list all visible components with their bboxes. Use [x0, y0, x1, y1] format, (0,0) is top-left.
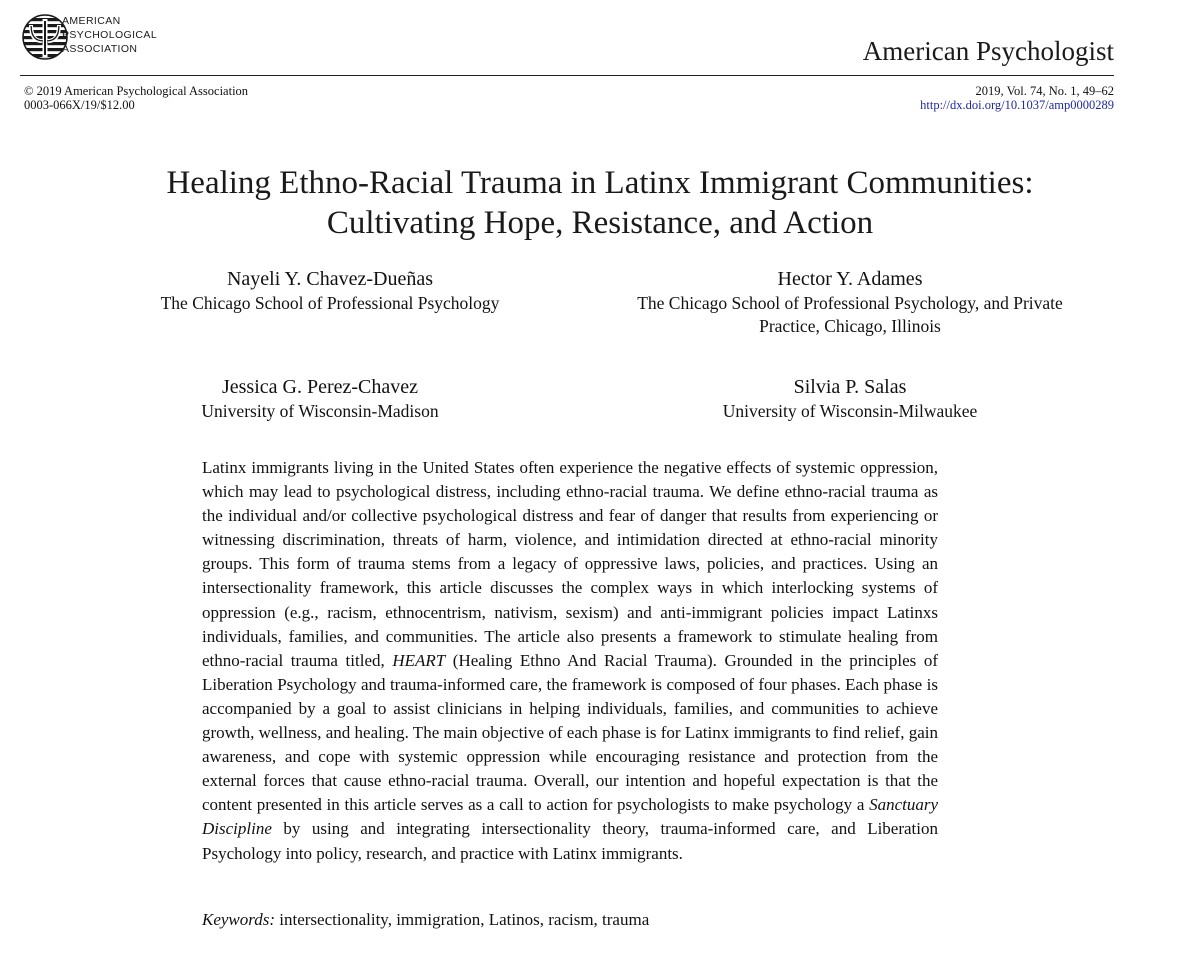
author-name: Hector Y. Adames: [777, 268, 923, 290]
abstract-sanctuary-term: Sanctuary Discipline: [202, 795, 938, 839]
article-title: [0, 163, 1200, 243]
abstract-text-3: by using and integrating intersectionality theory, trauma-informed care, and Liberation Psychology into policy, research, and practice with Latinx immigrants.: [202, 819, 938, 863]
author-affiliation: Practice, Chicago, Illinois: [759, 316, 941, 336]
issn-price: 0003-066X/19/$12.00: [24, 98, 135, 112]
abstract-text-2: (Healing Ethno And Racial Trauma). Grounded in the principles of Liberation Psychology and trauma-informed care, the framework is composed of four phases. Each phase is accompanied by a goal to assist clinicians in helping individuals, families, and communities to achieve growth, wellness, and healing. The main objective of each phase is for Latinx immigrants to find relief, gain awareness, and cope with systemic oppression while encouraging resistance and protection from the external forces that cause ethno-racial trauma. Overall, our intention and hopeful expectation is that the content presented in this article serves as a call to action for psychologists to make psychology a: [202, 650, 938, 815]
author-block-3: [60, 374, 580, 423]
apa-wordmark-line-1: AMERICAN: [62, 15, 121, 27]
copyright-line: © 2019 American Psychological Association: [24, 84, 249, 98]
header-rule: [20, 75, 1114, 76]
abstract: [202, 456, 938, 866]
title-line-2: Cultivating Hope, Resistance, and Action: [326, 205, 874, 241]
abstract-heart-term: HEART: [392, 650, 446, 670]
citation-block: [920, 84, 1114, 112]
abstract-text-1: Latinx immigrants living in the United States often experience the negative effects of systemic oppression, which may lead to psychological distress, including ethno-racial trauma. We define ethno-racial trauma as the individual and/or collective psychological distress and fear of danger that results from experiencing or witnessing discrimination, threats of harm, violence, and intimidation directed at ethno-racial minority groups. This form of trauma stems from a legacy of oppressive laws, policies, and practices. Using an intersectionality framework, this article discusses the complex ways in which interlocking systems of oppression (e.g., racism, ethnocentrism, nativism, sexism) and anti-immigrant policies impact Latinxs individuals, families, and communities. The article also presents a framework to stimulate healing from ethno-racial trauma titled,: [202, 458, 938, 670]
doi-link[interactable]: http://dx.doi.org/10.1037/amp0000289: [920, 98, 1114, 112]
citation-line: 2019, Vol. 74, No. 1, 49–62: [975, 84, 1114, 98]
apa-wordmark: [62, 14, 157, 56]
author-affiliation: The Chicago School of Professional Psychology, and Private: [637, 293, 1063, 313]
apa-wordmark-line-2: PSYCHOLOGICAL: [62, 29, 158, 41]
author-affiliation: University of Wisconsin-Madison: [201, 401, 439, 421]
author-block-1: [60, 266, 600, 315]
author-affiliation: The Chicago School of Professional Psychology: [160, 293, 500, 313]
abstract-paragraph: [202, 456, 938, 866]
journal-name: American Psychologist: [862, 36, 1114, 66]
keywords: [202, 908, 649, 932]
author-name: Jessica G. Perez-Chavez: [221, 376, 419, 398]
keywords-label: Keywords:: [202, 910, 276, 929]
keywords-list: intersectionality, immigration, Latinos, racism, trauma: [275, 910, 650, 929]
title-line-1: Healing Ethno-Racial Trauma in Latinx Immigrant Communities:: [166, 165, 1034, 201]
author-name: Silvia P. Salas: [793, 376, 907, 398]
author-block-2: [590, 266, 1110, 338]
author-affiliation: University of Wisconsin-Milwaukee: [722, 401, 978, 421]
author-name: Nayeli Y. Chavez-Dueñas: [226, 268, 434, 290]
copyright-block: [24, 84, 248, 112]
apa-wordmark-line-3: ASSOCIATION: [62, 43, 138, 55]
author-block-4: [590, 374, 1110, 423]
